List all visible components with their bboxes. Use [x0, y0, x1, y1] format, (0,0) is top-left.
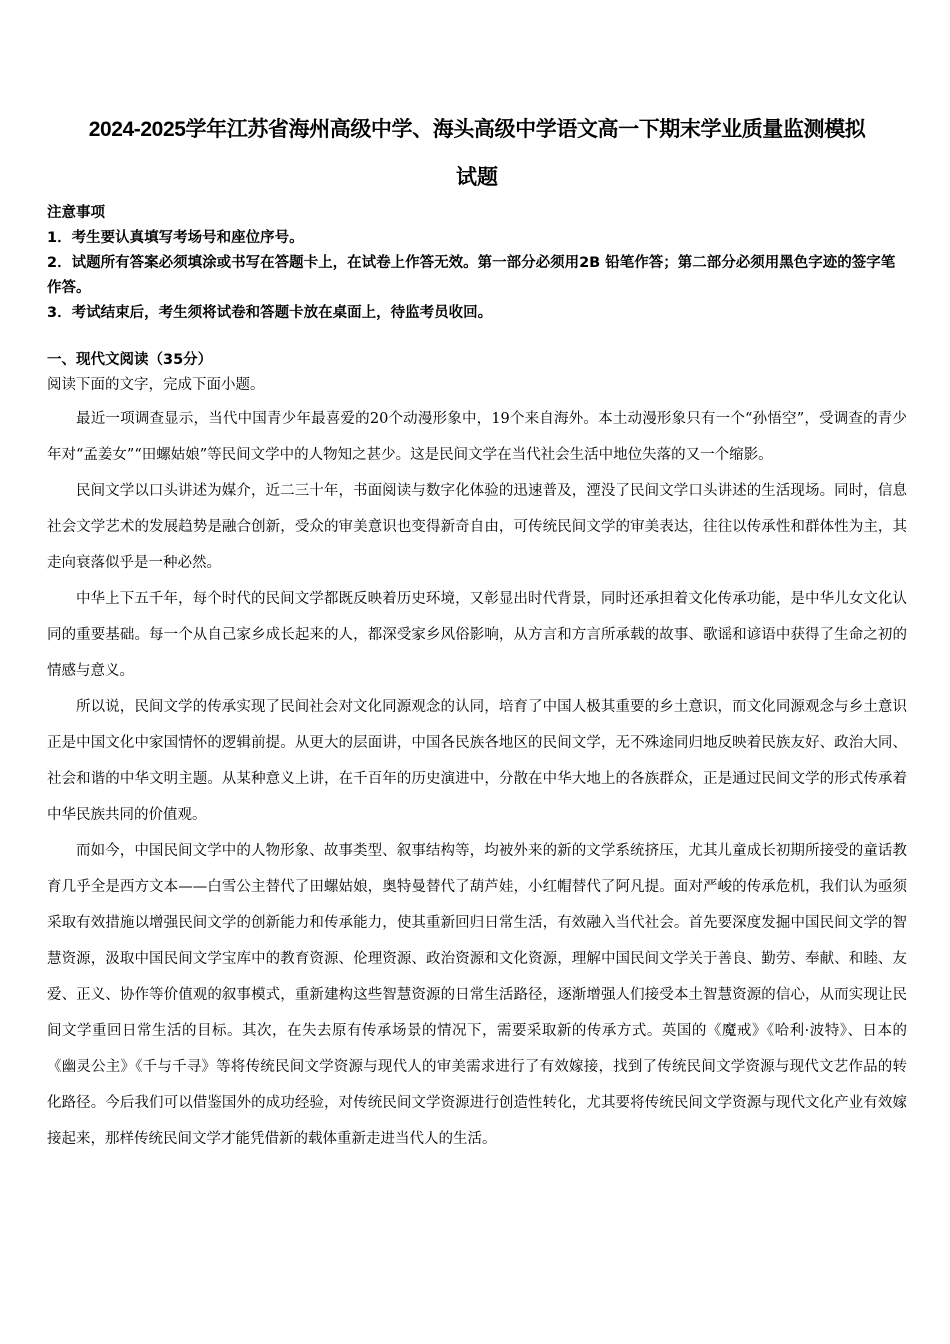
reading-section	[47, 348, 907, 1157]
passage-paragraph-3: 中华上下五千年，每个时代的民间文学都既反映着历史环境，又彰显出时代背景，同时还承担着文化传承功能，是中华儿女文化认同的重要基础。每一个从自己家乡成长起来的人，都深受家乡风俗影响，从方言和方言所承载的故事、歌谣和谚语中获得了生命之初的情感与意义。	[47, 591, 907, 679]
passage-paragraph-2: 民间文学以口头讲述为媒介，近二三十年，书面阅读与数字化体验的迅速普及，湮没了民间文学口头讲述的生活现场。同时，信息社会文学艺术的发展趋势是融合创新，受众的审美意识也变得新奇自由，可传统民间文学的审美表达，往往以传承性和群体性为主，其走向衰落似乎是一种必然。	[47, 483, 907, 571]
exam-title-line1: 2024-2025学年江苏省海州高级中学、海头高级中学语文高一下期末学业质量监测模拟	[88, 118, 866, 141]
exam-notes	[47, 201, 907, 326]
notes-heading: 注意事项	[47, 205, 105, 221]
section-instruction: 阅读下面的文字，完成下面小题。	[47, 377, 265, 393]
exam-title-line2: 试题	[456, 166, 498, 189]
passage-paragraph-5: 而如今，中国民间文学中的人物形象、故事类型、叙事结构等，均被外来的新的文学系统挤压，尤其儿童成长初期所接受的童话教育几乎全是西方文本——白雪公主替代了田螺姑娘，奥特曼替代了葫芦娃，小红帽替代了阿凡提。面对严峻的传承危机，我们认为亟须采取有效措施以增强民间文学的创新能力和传承能力，使其重新回归日常生活，有效融入当代社会。首先要深度发掘中国民间文学的智慧资源，汲取中国民间文学宝库中的教育资源、伦理资源、政治资源和文化资源，理解中国民间文学关于善良、勤劳、奉献、和睦、友爱、正义、协作等价值观的叙事模式，重新建构这些智慧资源的日常生活路径，逐渐增强人们接受本土智慧资源的信心，从而实现让民间文学重回日常生活的目标。其次，在失去原有传承场景的情况下，需要采取新的传承方式。英国的《魔戒》《哈利·波特》、日本的《幽灵公主》《千与千寻》等将传统民间文学资源与现代人的审美需求进行了有效嫁接，找到了传统民间文学资源与现代文艺作品的转化路径。今后我们可以借鉴国外的成功经验，对传统民间文学资源进行创造性转化，尤其要将传统民间文学资源与现代文化产业有效嫁接起来，那样传统民间文学才能凭借新的载体重新走进当代人的生活。	[47, 843, 907, 1147]
reading-passage	[47, 401, 907, 1157]
passage-paragraph-1: 最近一项调查显示，当代中国青少年最喜爱的20个动漫形象中，19个来自海外。本土动漫形象只有一个“孙悟空”，受调查的青少年对“孟姜女”“田螺姑娘”等民间文学中的人物知之甚少。这是民间文学在当代社会生活中地位失落的又一个缩影。	[47, 411, 907, 463]
notes-item-2: 2．试题所有答案必须填涂或书写在答题卡上，在试卷上作答无效。第一部分必须用2B 铅笔作答；第二部分必须用黑色字迹的签字笔作答。	[47, 255, 896, 296]
notes-item-1: 1．考生要认真填写考场号和座位序号。	[47, 230, 304, 246]
notes-item-3: 3．考试结束后，考生须将试卷和答题卡放在桌面上，待监考员收回。	[47, 305, 493, 321]
passage-paragraph-4: 所以说，民间文学的传承实现了民间社会对文化同源观念的认同，培育了中国人极其重要的乡土意识，而文化同源观念与乡土意识正是中国文化中家国情怀的逻辑前提。从更大的层面讲，中国各民族各地区的民间文学，无不殊途同归地反映着民族友好、政治大同、社会和谐的中华文明主题。从某种意义上讲，在千百年的历史演进中，分散在中华大地上的各族群众，正是通过民间文学的形式传承着中华民族共同的价值观。	[47, 699, 907, 823]
section-title: 一、现代文阅读（35分）	[47, 352, 213, 368]
